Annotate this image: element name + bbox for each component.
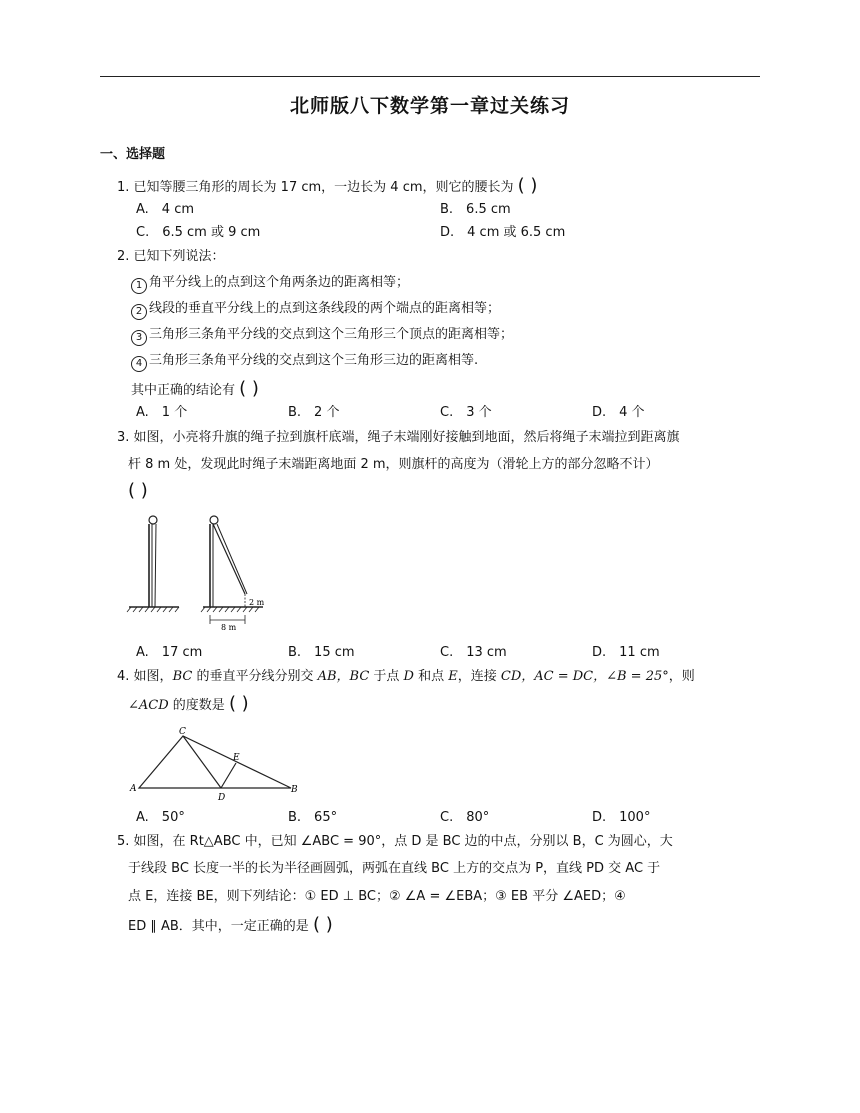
q4-option-b: B. 65° (288, 810, 338, 825)
header-rule (100, 76, 760, 77)
answer-paren: ( ) (228, 693, 249, 714)
question-text: ，连接 (457, 669, 501, 684)
math-term: D (403, 669, 414, 684)
math-term: ∠ACD (128, 698, 169, 713)
flagpole-figure (125, 510, 275, 632)
q1-option-c: C. 6.5 cm 或 9 cm (136, 225, 261, 240)
question-5-line2: 于线段 BC 长度一半的长为半径画圆弧，两弧在直线 BC 上方的交点为 P，直线 PD 交 AC 于 (128, 861, 661, 876)
math-term: CD，AC = DC，∠B = 25° (500, 669, 669, 684)
label-8m: 8 m (221, 623, 237, 632)
question-number: 2. (117, 249, 130, 264)
q1-option-d: D. 4 cm 或 6.5 cm (440, 225, 566, 240)
circled-number: 1 (131, 278, 147, 294)
question-5-line3: 点 E，连接 BE，则下列结论：① ED ⊥ BC；② ∠A = ∠EBA；③ EB 平分 ∠AED；④ (128, 889, 626, 904)
question-text: ，则 (668, 669, 695, 684)
question-number: 5. (117, 834, 130, 849)
q4-option-a: A. 50° (136, 810, 185, 825)
flagpole-left (127, 516, 179, 612)
question-text: 如图， (133, 669, 173, 684)
page-title: 北师版八下数学第一章过关练习 (289, 95, 570, 117)
answer-paren: ( ) (517, 175, 538, 196)
question-5-line1 (117, 834, 673, 850)
circled-number: 2 (131, 304, 147, 320)
question-4-line2 (128, 695, 249, 714)
question-text: ED ∥ AB．其中，一定正确的是 (128, 919, 309, 934)
label-c: C (179, 727, 186, 737)
statement-text: 三角形三条角平分线的交点到这个三角形三边的距离相等. (149, 353, 479, 368)
q3-option-d: D. 11 cm (592, 645, 660, 660)
question-4-line1 (117, 669, 695, 685)
circled-number: 3 (131, 330, 147, 346)
q4-option-c: C. 80° (440, 810, 490, 825)
triangle-figure (125, 724, 305, 804)
answer-paren: ( ) (128, 480, 148, 501)
question-3-line1 (117, 430, 680, 446)
q3-option-b: B. 15 cm (288, 645, 355, 660)
answer-paren: ( ) (239, 378, 259, 399)
label-e: E (233, 753, 240, 763)
statement-text: 三角形三条角平分线的交点到这个三角形三个顶点的距离相等； (149, 327, 514, 342)
label-2m: 2 m (249, 598, 265, 607)
question-text: 其中正确的结论有 (131, 383, 236, 398)
question-text: 的度数是 (168, 698, 225, 713)
question-text: 的垂直平分线分别交 (192, 669, 318, 684)
question-number: 4. (117, 669, 130, 684)
question-text: 已知等腰三角形的周长为 17 cm，一边长为 4 cm，则它的腰长为 (133, 180, 514, 195)
math-term: BC (172, 669, 193, 684)
answer-paren: ( ) (312, 914, 333, 935)
question-number: 3. (117, 430, 130, 445)
statement-text: 角平分线上的点到这个角两条边的距离相等； (149, 275, 410, 290)
q2-option-c: C. 3 个 (440, 405, 492, 420)
statement-text: 线段的垂直平分线上的点到这条线段的两个端点的距离相等； (149, 301, 501, 316)
q2-statement-4 (131, 353, 478, 372)
q2-statement-3 (131, 327, 513, 346)
question-1-stem (117, 177, 537, 196)
flagpole-right (201, 516, 265, 632)
math-term: AB，BC (317, 669, 370, 684)
q4-option-d: D. 100° (592, 810, 651, 825)
label-d: D (218, 793, 226, 803)
question-number: 1. (117, 180, 130, 195)
question-text: 已知下列说法： (133, 249, 225, 264)
q1-option-b: B. 6.5 cm (440, 202, 511, 217)
segment-de (221, 763, 236, 788)
label-a: A (130, 784, 137, 794)
segment-cd (183, 736, 221, 788)
q2-statement-1 (131, 275, 409, 294)
q2-tail (131, 380, 259, 399)
question-2-stem (117, 249, 225, 265)
q2-option-a: A. 1 个 (136, 405, 188, 420)
q3-option-a: A. 17 cm (136, 645, 203, 660)
section-heading: 一、选择题 (100, 147, 166, 162)
math-term: E (448, 669, 458, 684)
q2-option-d: D. 4 个 (592, 405, 645, 420)
question-text: 如图，小亮将升旗的绳子拉到旗杆底端，绳子末端刚好接触到地面，然后将绳子末端拉到距离旗 (133, 430, 680, 445)
q2-option-b: B. 2 个 (288, 405, 340, 420)
circled-number: 4 (131, 356, 147, 372)
question-text: 于点 (369, 669, 404, 684)
question-5-line4 (128, 916, 333, 935)
q2-statement-2 (131, 301, 500, 320)
q3-option-c: C. 13 cm (440, 645, 507, 660)
question-3-line2: 杆 8 m 处，发现此时绳子末端距离地面 2 m，则旗杆的高度为（滑轮上方的部分忽略不计） (128, 457, 659, 472)
question-text: 和点 (413, 669, 449, 684)
label-b: B (291, 785, 298, 795)
q1-option-a: A. 4 cm (136, 202, 195, 217)
question-text: 如图，在 Rt△ABC 中，已知 ∠ABC = 90°，点 D 是 BC 边的中点，分别以 B，C 为圆心，大 (133, 834, 673, 849)
